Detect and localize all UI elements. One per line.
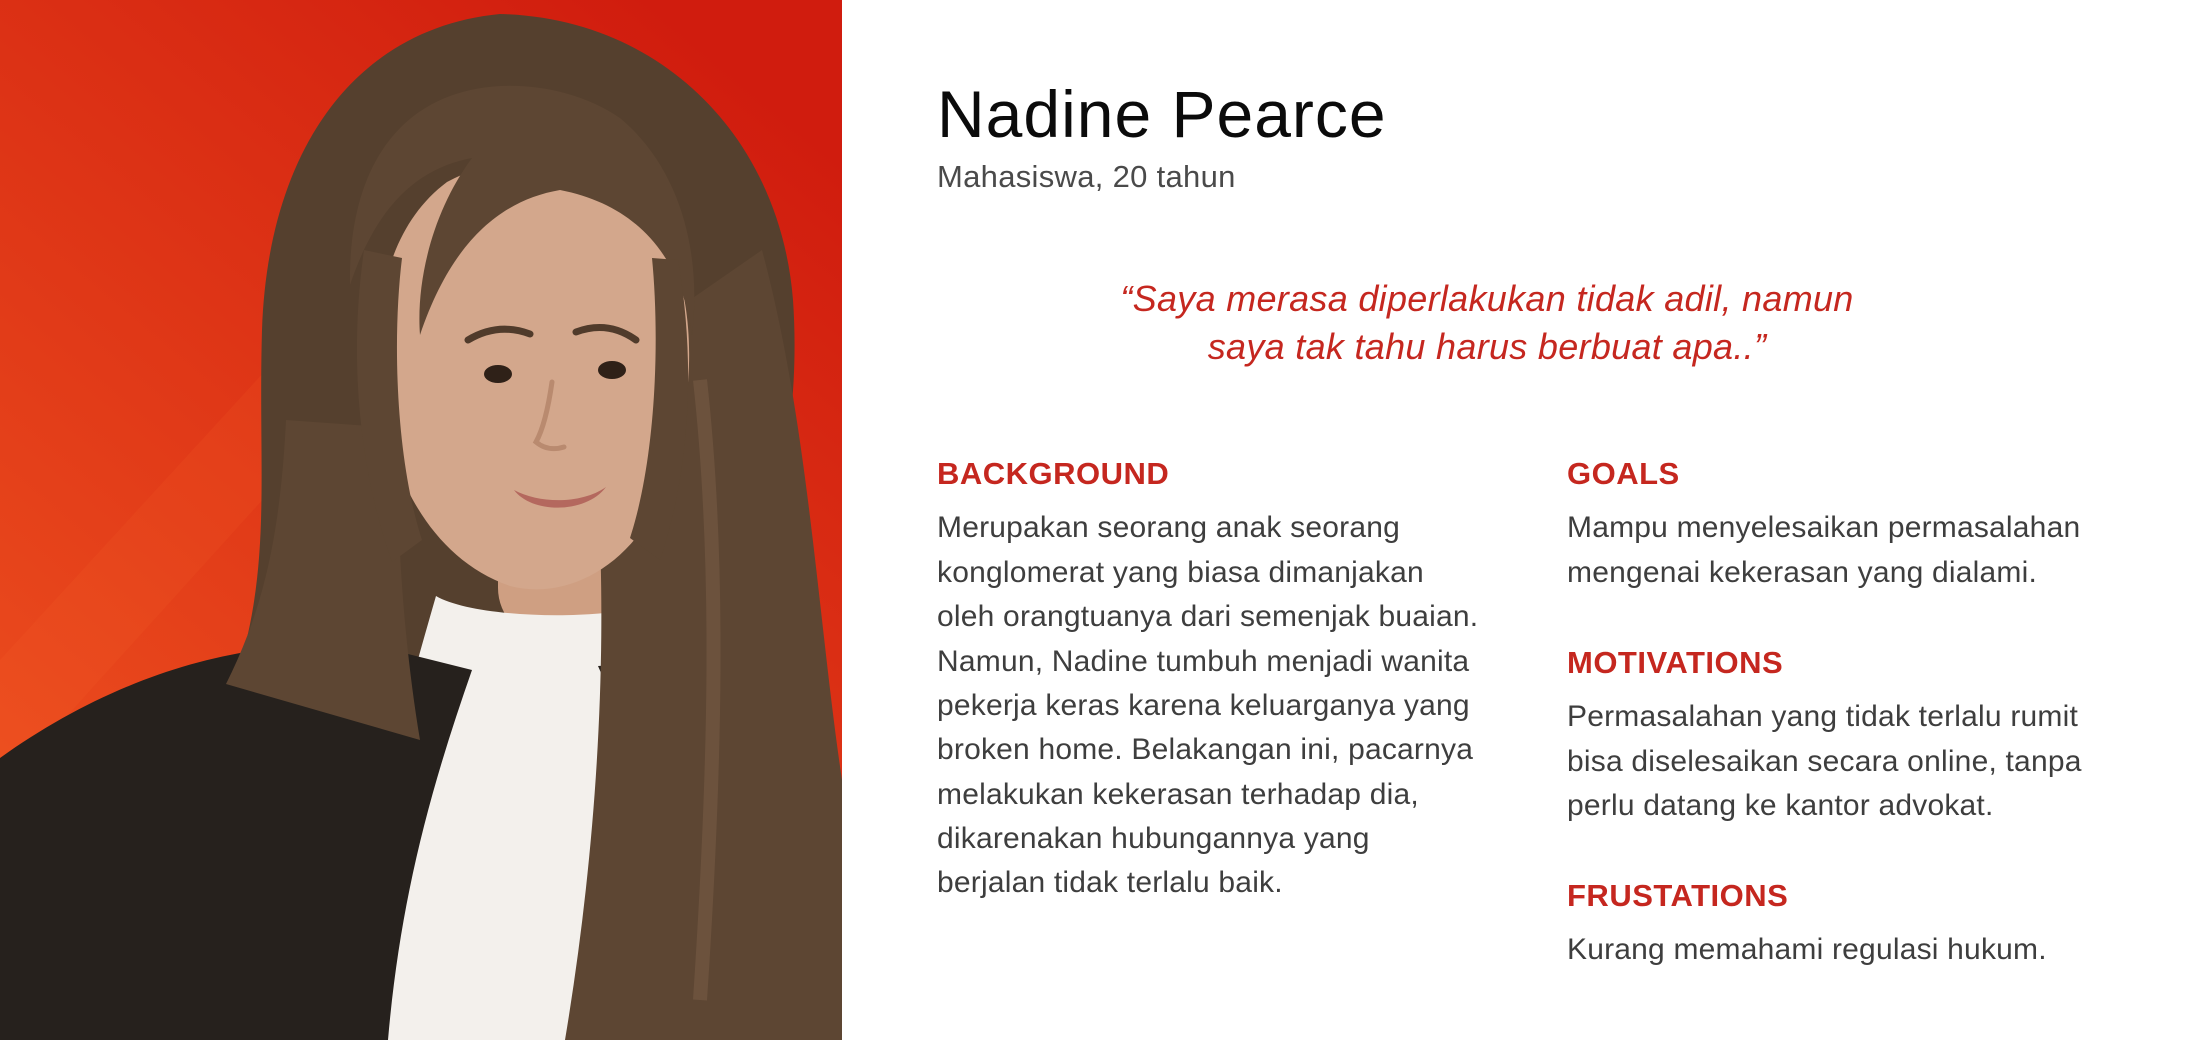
- motivations-heading: MOTIVATIONS: [1567, 645, 1784, 681]
- persona-columns: [937, 456, 2127, 972]
- frustations-body: Kurang memahami regulasi hukum.: [1567, 933, 2047, 967]
- section-motivations: [1567, 645, 2127, 828]
- quote-line-2: saya tak tahu harus berbuat apa..”: [1207, 325, 1767, 367]
- column-right: [1567, 456, 2127, 972]
- column-left: [937, 456, 1485, 906]
- frustations-heading: FRUSTATIONS: [1567, 878, 1789, 914]
- section-goals: [1567, 456, 2127, 595]
- goals-heading: GOALS: [1567, 456, 1680, 492]
- portrait-photo: [0, 0, 842, 1040]
- persona-name: Nadine Pearce: [937, 77, 1387, 151]
- persona-photo-panel: [0, 0, 842, 1040]
- persona-content: [842, 0, 2197, 1040]
- background-heading: BACKGROUND: [937, 456, 1170, 492]
- background-body: Merupakan seorang anak seorang konglomerat yang biasa dimanjakan oleh orangtuanya dari semenjak buaian. Namun, Nadine tumbuh menjadi wanita pekerja keras karena keluarganya yang broken home. Belakangan ini, pacarnya melakukan kekerasan terhadap dia, dikarenakan hubungannya yang berjalan tidak terlalu baik.: [937, 511, 1479, 900]
- quote-line-1: “Saya merasa diperlakukan tidak adil, namun: [1120, 278, 1854, 320]
- goals-body: Mampu menyelesaikan permasalahan mengenai kekerasan yang dialami.: [1567, 511, 2081, 589]
- persona-role: Mahasiswa, 20 tahun: [937, 159, 1236, 195]
- eye-right: [598, 361, 626, 379]
- motivations-body: Permasalahan yang tidak terlalu rumit bisa diselesaikan secara online, tanpa perlu datang ke kantor advokat.: [1567, 700, 2082, 822]
- persona-quote: [937, 275, 2037, 370]
- section-background: [937, 456, 1485, 906]
- eye-left: [484, 365, 512, 383]
- section-frustations: [1567, 878, 2127, 972]
